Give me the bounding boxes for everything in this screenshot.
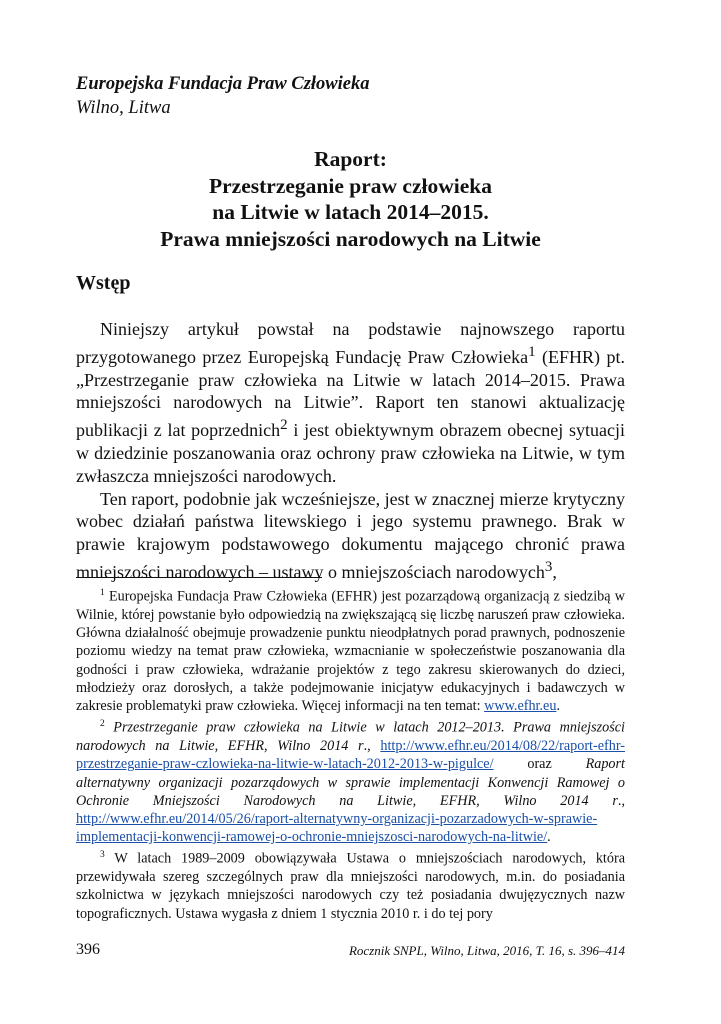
footnote-1-number: 1 (100, 588, 105, 598)
footnote-2 (76, 715, 625, 846)
section-heading: Wstęp (76, 272, 131, 294)
paragraph-2-text-a: Ten raport, podobnie jak wcześniejsze, jest w znacznej mierze krytyczny wobec działań państwa litewskiego i jego systemu prawnego. Brak w prawie krajowym podstawowego dokumentu mającego chronić prawa mniejszości narodowych – ustawy o mniejszościach narodowych (76, 488, 625, 582)
organization-header (76, 72, 369, 120)
title-line-4: Prawa mniejszości narodowych na Litwie (160, 226, 541, 251)
report-2012-2013-link[interactable]: http://www.efhr.eu/2014/08/22/raport-efhr-przestrzeganie-praw-czlowieka-na-litwie-w-latach-2012-2013-w-pigulce/ (76, 738, 626, 773)
footnote-1 (76, 584, 625, 715)
footnote-separator (76, 577, 322, 578)
footnote-ref-3[interactable]: 3 (544, 558, 553, 575)
efhr-link[interactable]: www.efhr.eu (484, 697, 557, 714)
footnote-ref-2[interactable]: 2 (280, 417, 288, 434)
page-number: 396 (76, 941, 100, 958)
footnote-3 (76, 846, 625, 923)
alternative-report-link[interactable]: http://www.efhr.eu/2014/05/26/raport-alternatywny-organizacji-pozarzadowych-w-sprawie-implementacji-konwencji-ramowej-o-ochronie-mniejszosci-narodowych-na-litwie/ (76, 810, 598, 846)
footnote-2-citation-1: Przestrzeganie praw człowieka na Litwie w latach 2012–2013. Prawa mniejszości narodowych na Litwie, EFHR, Wilno 2014 r (76, 719, 625, 755)
title-line-1: Raport: (314, 147, 387, 171)
footnote-2-sep-2: ., (617, 792, 625, 809)
title-line-3: na Litwie w latach 2014–2015. (212, 200, 489, 224)
footnote-1-end: . (556, 697, 560, 714)
paragraph-1-text-a: Niniejszy artykuł powstał na podstawie najnowszego raportu przygotowanego przez Europejską Fundację Praw Człowieka (76, 319, 625, 367)
paragraph-1-text-b: (EFHR) pt. „Przestrzeganie praw człowieka na Litwie w latach 2014–2015. Prawa mniejszości narodowych na Litwie”. Raport ten stanowi aktualizację publikacji z lat poprzednich (76, 346, 625, 441)
body-text (76, 318, 625, 584)
footnote-2-number: 2 (100, 719, 105, 730)
footnote-3-number: 3 (100, 850, 105, 861)
footnote-2-citation-2: Raport alternatywny organizacji pozarządowych w sprawie implementacji Konwencji Ramowej o Ochronie Mniejszości Narodowych na Litwie, EFHR, Wilno 2014 r (76, 756, 625, 809)
paragraph-2 (76, 488, 625, 584)
document-page (76, 0, 625, 1024)
footnote-2-conjunction: oraz (493, 756, 586, 773)
footnote-2-sep-1: ., (363, 738, 381, 755)
title-line-2: Przestrzeganie praw człowieka (209, 173, 492, 198)
footnotes (76, 584, 625, 923)
organization-name: Europejska Fundacja Praw Człowieka (76, 74, 370, 94)
footnote-2-end: . (547, 829, 551, 846)
organization-location: Wilno, Litwa (76, 98, 171, 118)
footnote-ref-1[interactable]: 1 (528, 343, 536, 360)
paragraph-1-text-c: i jest obiektywnym obrazem obecnej sytuacji w dziedzinie poszanowania oraz ochrony praw człowieka na Litwie, w tym zwłaszcza mniejszości narodowych. (76, 420, 625, 486)
report-title (76, 146, 625, 252)
footnote-1-text: Europejska Fundacja Praw Człowieka (EFHR) jest pozarządową organizacją z siedzibą w Wilnie, której powstanie było odpowiedzią na zwiększającą się liczbę naruszeń praw człowieka. Główna działalność obejmuje prowadzenie punktu nieodpłatnych porad prawnych, podnoszenie poziomu wiedzy na temat praw człowieka, wzmacnianie w społeczeństwie poszanowania dla godności i praw człowieka, wdrażanie projektów z tego zakresu skierowanych do dzieci, młodzieży oraz dorosłych, a także podejmowanie inicjatyw edukacyjnych i badawczych w zakresie problematyki praw człowieka. Więcej informacji na ten temat: (76, 588, 625, 714)
journal-citation: Rocznik SNPL, Wilno, Litwa, 2016, T. 16, s. 396–414 (348, 943, 625, 958)
paragraph-2-text-b: , (552, 561, 557, 582)
paragraph-1 (76, 318, 625, 488)
footnote-3-text: W latach 1989–2009 obowiązywała Ustawa o mniejszościach narodowych, która przewidywała szereg szczególnych praw dla mniejszości narodowych, m.in. do posiadania szkolnictwa w językach mniejszości narodowych czy też posiadania dwujęzycznych nazw topograficznych. Ustawa wygasła z dniem 1 stycznia 2010 r. i do tej pory (76, 851, 625, 922)
